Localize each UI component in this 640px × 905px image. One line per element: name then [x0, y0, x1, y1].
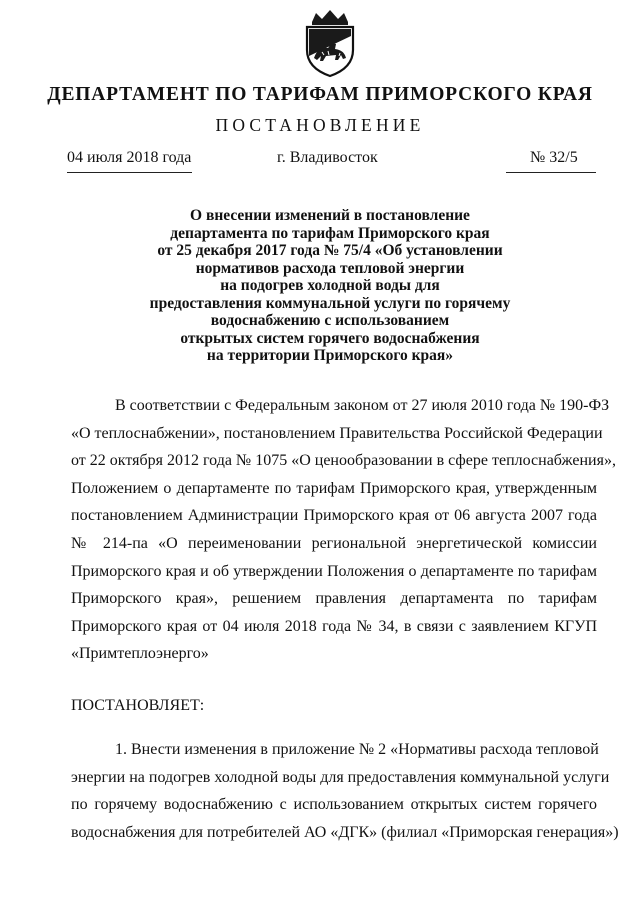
heading-line: предоставления коммунальной услуги по горячему — [149, 294, 511, 312]
paragraph-line: «О теплоснабжении», постановлением Правительства Российской Федерации — [71, 424, 603, 442]
paragraph-line: Приморского края от 04 июля 2018 года № 34, в связи с заявлением КГУП — [71, 617, 597, 635]
heading-line: от 25 декабря 2017 года № 75/4 «Об установлении — [157, 242, 503, 259]
paragraph-line: Приморского края», решением правления департамента по тарифам — [71, 590, 597, 608]
heading-line: нормативов расхода тепловой энергии — [195, 259, 465, 277]
document-number: № 32/5 — [530, 149, 578, 166]
paragraph-line: энергии на подогрев холодной воды для предоставления коммунальной услуги — [71, 768, 610, 786]
department-title: ДЕПАРТАМЕНТ ПО ТАРИФАМ ПРИМОРСКОГО КРАЯ — [47, 84, 593, 105]
resolves-label: ПОСТАНОВЛЯЕТ: — [71, 697, 205, 714]
paragraph-line: по горячему водоснабжению с использованием открытых систем горячего — [71, 796, 597, 814]
document-city: г. Владивосток — [277, 149, 378, 166]
paragraph-line: постановлением Администрации Приморского края от 06 августа 2007 года — [71, 507, 597, 525]
clause-1-paragraph — [71, 736, 619, 846]
paragraph-line: № 214-па «О переименовании региональной энергетической комиссии — [71, 534, 597, 552]
preamble-paragraph — [71, 392, 616, 668]
document-heading — [80, 207, 580, 365]
heading-line: водоснабжению с использованием — [210, 312, 450, 329]
heading-line: открытых систем горячего водоснабжения — [180, 329, 480, 347]
heading-line: О внесении изменений в постановление — [190, 207, 470, 224]
paragraph-line: «Примтеплоэнерго» — [71, 645, 209, 663]
coat-of-arms-emblem — [298, 8, 362, 78]
heading-line: департамента по тарифам Приморского края — [170, 224, 490, 242]
document-type: ПОСТАНОВЛЕНИЕ — [215, 115, 425, 135]
paragraph-line: Положением о департаменте по тарифам Приморского края, утвержденным — [71, 479, 597, 497]
heading-line: на территории Приморского края» — [206, 347, 454, 364]
date-underline — [67, 172, 192, 173]
paragraph-line: от 22 октября 2012 года № 1075 «О ценообразовании в сфере теплоснабжения», — [71, 452, 616, 470]
paragraph-line: 1. Внести изменения в приложение № 2 «Нормативы расхода тепловой — [115, 741, 599, 758]
document-date: 04 июля 2018 года — [67, 149, 192, 166]
paragraph-line: Приморского края и об утверждении Положения о департаменте по тарифам — [71, 562, 597, 580]
paragraph-line: В соответствии с Федеральным законом от 27 июля 2010 года № 190-ФЗ — [115, 397, 610, 414]
heading-line: на подогрев холодной воды для — [220, 277, 440, 294]
number-underline — [506, 172, 596, 173]
paragraph-line: водоснабжения для потребителей АО «ДГК» (филиал «Приморская генерация») — [71, 823, 619, 841]
